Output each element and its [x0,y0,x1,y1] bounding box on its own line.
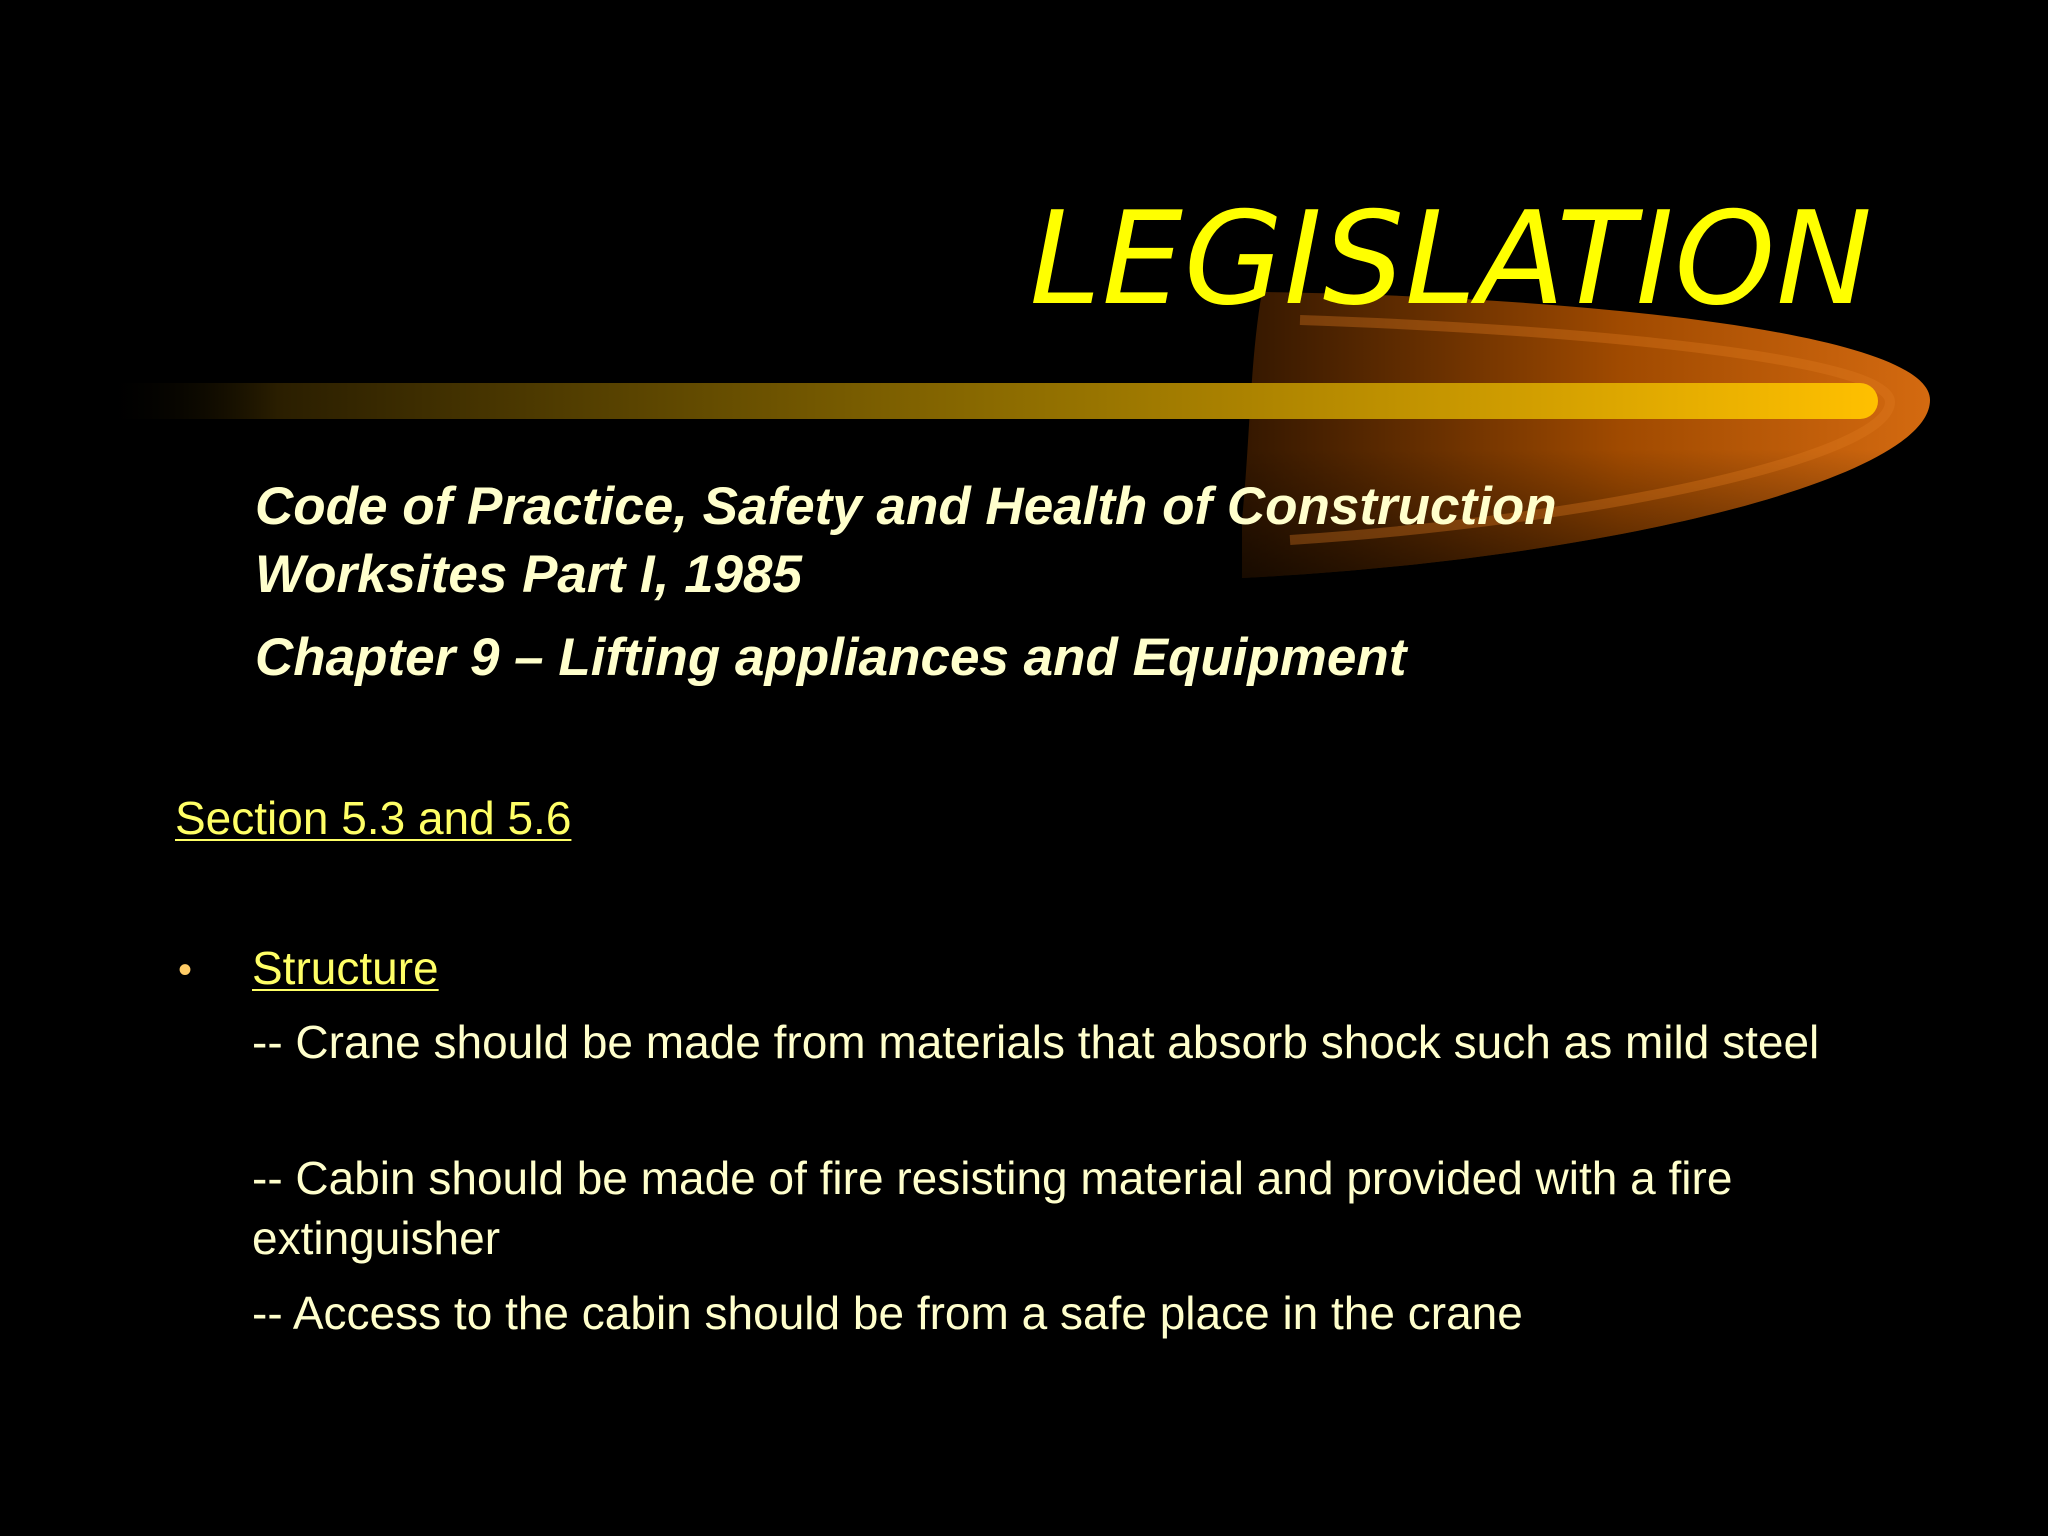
subtitle-chapter: Chapter 9 – Lifting appliances and Equipment [255,628,1407,687]
bullet-dot: • [178,948,193,992]
slide-title: LEGISLATION [1029,185,1873,334]
section-link[interactable]: Section 5.3 and 5.6 [175,792,572,844]
detail-item-cabin-fire: -- Cabin should be made of fire resisting material and provided with a fire extinguisher [252,1152,1733,1264]
detail-item-cabin-access: -- Access to the cabin should be from a safe place in the crane [252,1287,1523,1339]
detail-item-crane-material: -- Crane should be made from materials that absorb shock such as mild steel [252,1016,1820,1068]
gold-bar [100,383,1878,419]
structure-link[interactable]: Structure [252,942,439,994]
subtitle-code-of-practice: Code of Practice, Safety and Health of Construction Worksites Part I, 1985 [255,477,1557,604]
